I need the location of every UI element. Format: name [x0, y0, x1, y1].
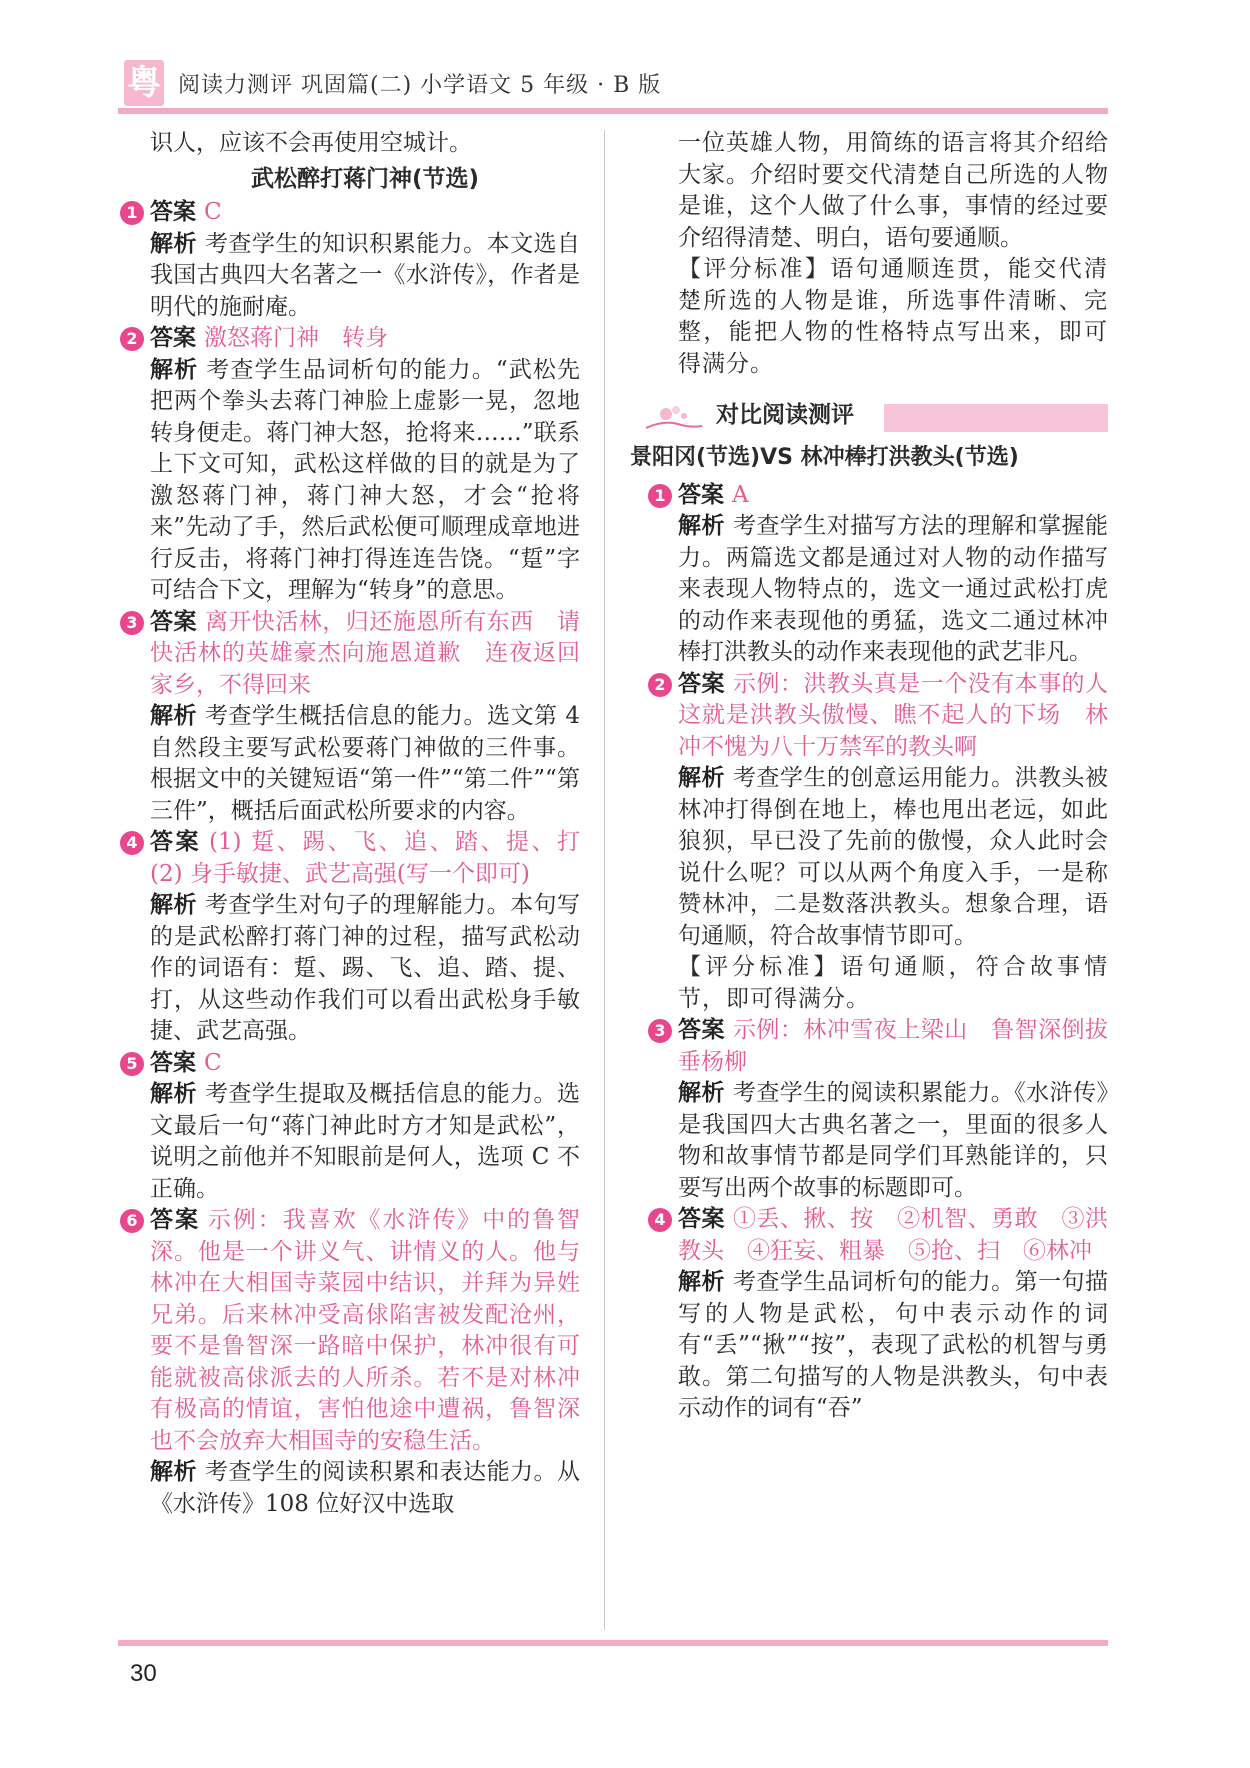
- question-number: 3: [648, 1019, 672, 1043]
- question-item: [654, 669, 1132, 1016]
- answer-label: 答案: [150, 325, 196, 351]
- question-number: 2: [648, 673, 672, 697]
- analysis-text: 考查学生品词析句的能力。“武松先把两个拳头去蒋门神脸上虚影一晃，忽地转身便走。蒋门神大怒，抢将来……”联系上下文可知，武松这样做的目的就是为了激怒蒋门神，蒋门神大怒，才会“抢将来”先动了手，然后武松便可顺理成章地进行反击，将蒋门神打得连连告饶。“踅”字可结合下文，理解为“转身”的意思。: [150, 356, 580, 603]
- question-number: 1: [648, 484, 672, 508]
- analysis-text: 考查学生的阅读积累和表达能力。从《水浒传》108 位好汉中选取: [150, 1459, 581, 1517]
- answer-label: 答案: [678, 670, 725, 697]
- question-number: 3: [120, 611, 144, 635]
- answer-text: C: [204, 199, 222, 225]
- section-banner: [678, 396, 1108, 436]
- right-column: [630, 128, 1132, 1425]
- analysis-label: 解析: [150, 892, 197, 918]
- section-title: 武松醉打蒋门神(节选): [250, 165, 480, 192]
- footer-divider: [118, 1640, 1108, 1646]
- answer-text: 示例：我喜欢《水浒传》中的鲁智深。他是一个讲义气、讲情义的人。他与林冲在大相国寺菜园中结识，并拜为异姓兄弟。后来林冲受高俅陷害被发配沧州，要不是鲁智深一路暗中保护，林冲很有可能就被高俅派去的人所杀。若不是对林冲有极高的情谊，害怕他途中遭祸，鲁智深也不会放弃大相国寺的安稳生活。: [150, 1207, 580, 1454]
- question-item: [654, 1204, 1109, 1425]
- question-item: [126, 607, 581, 828]
- question-item: [654, 1015, 1109, 1204]
- rubric-text: 【评分标准】语句通顺，符合故事情节，即可得满分。: [678, 954, 1108, 1012]
- question-item: [126, 827, 604, 1048]
- analysis-text: 考查学生的创意运用能力。洪教头被林冲打得倒在地上，棒也甩出老远，如此狼狈，早已没了先前的傲慢，众人此时会说什么呢？可以从两个角度入手，一是称赞林冲，二是数落洪教头。想象合理，语句通顺，符合故事情节即可。: [678, 765, 1109, 949]
- analysis-label: 解析: [678, 1269, 725, 1295]
- answer-label: 答案: [150, 829, 201, 855]
- page-number: 30: [130, 1660, 157, 1687]
- intro-text: 识人，应该不会再使用空城计。: [150, 130, 472, 156]
- header-title: 阅读力测评 巩固篇(二) 小学语文 5 年级 · B 版: [178, 73, 662, 98]
- flower-decoration-icon: [644, 402, 704, 432]
- rubric-text: 【评分标准】语句通顺连贯，能交代清楚所选的人物是谁，所选事件清晰、完整，能把人物的性格特点写出来，即可得满分。: [678, 256, 1108, 377]
- answer-label: 答案: [150, 199, 196, 225]
- question-number: 2: [120, 327, 144, 351]
- answer-text: 激怒蒋门神 转身: [204, 325, 388, 351]
- section-title: 景阳冈(节选)VS 林冲棒打洪教头(节选): [630, 445, 1019, 470]
- answer-label: 答案: [678, 1017, 725, 1043]
- question-number: 5: [120, 1052, 144, 1076]
- left-column: [126, 128, 604, 1520]
- banner-bar: [884, 404, 1108, 432]
- answer-text: 示例：林冲雪夜上梁山 鲁智深倒拔垂杨柳: [678, 1017, 1109, 1075]
- column-divider: [604, 130, 605, 1630]
- page-header: [118, 56, 1108, 110]
- question-number: 4: [120, 831, 144, 855]
- answer-text: (1) 踅、踢、飞、追、踏、提、打 (2) 身手敏捷、武艺高强(写一个即可): [150, 829, 604, 887]
- analysis-label: 解析: [150, 1459, 197, 1485]
- answer-text: ①丢、揪、按 ②机智、勇敢 ③洪教头 ④狂妄、粗暴 ⑤抢、扫 ⑥林冲: [678, 1206, 1109, 1264]
- question-number: 4: [648, 1208, 672, 1232]
- answer-text: C: [204, 1049, 222, 1076]
- answer-label: 答案: [150, 1207, 200, 1233]
- analysis-text: 考查学生概括信息的能力。选文第 4 自然段主要写武松要蒋门神做的三件事。根据文中的关键短语“第一件”“第二件”“第三件”，概括后面武松所要求的内容。: [150, 703, 581, 824]
- analysis-text: 考查学生对句子的理解能力。本句写的是武松醉打蒋门神的过程，描写武松动作的词语有：踅、踢、飞、追、踏、提、打，从这些动作我们可以看出武松身手敏捷、武艺高强。: [150, 892, 581, 1044]
- analysis-label: 解析: [150, 356, 199, 383]
- analysis-label: 解析: [150, 1081, 197, 1107]
- header-divider: [118, 108, 1108, 114]
- question-number: 6: [120, 1209, 144, 1233]
- question-number: 1: [120, 201, 144, 225]
- question-item: [126, 197, 581, 323]
- analysis-label: 解析: [678, 1080, 725, 1106]
- question-item: [654, 480, 1109, 669]
- answer-label: 答案: [678, 481, 724, 508]
- question-item: [126, 1205, 581, 1520]
- analysis-text: 考查学生对描写方法的理解和掌握能力。两篇选文都是通过对人物的动作描写来表现人物特点的，选文一通过武松打虎的动作来表现他的勇猛，选文二通过林冲棒打洪教头的动作来表现他的武艺非凡。: [678, 513, 1109, 665]
- analysis-label: 解析: [678, 765, 725, 791]
- continuation-text: 一位英雄人物，用简练的语言将其介绍给大家。介绍时要交代清楚自己所选的人物是谁，这个人做了什么事，事情的经过要介绍得清楚、明白，语句要通顺。: [678, 130, 1108, 251]
- banner-title: 对比阅读测评: [716, 402, 854, 428]
- answer-text: A: [732, 481, 749, 508]
- analysis-text: 考查学生提取及概括信息的能力。选文最后一句“蒋门神此时方才知是武松”，说明之前他并不知眼前是何人，选项 C 不正确。: [150, 1081, 581, 1202]
- analysis-text: 考查学生的阅读积累能力。《水浒传》是我国四大古典名著之一，里面的很多人物和故事情节都是同学们耳熟能详的，只要写出两个故事的标题即可。: [678, 1080, 1109, 1201]
- answer-label: 答案: [150, 608, 197, 635]
- analysis-label: 解析: [678, 513, 725, 539]
- analysis-text: 考查学生的知识积累能力。本文选自我国古典四大名著之一《水浒传》，作者是明代的施耐庵。: [150, 230, 581, 320]
- answer-label: 答案: [150, 1049, 196, 1076]
- analysis-label: 解析: [150, 703, 198, 729]
- question-item: [126, 323, 580, 607]
- answer-text: 示例：洪教头真是一个没有本事的人 这就是洪教头傲慢、瞧不起人的下场 林冲不愧为八十万禁军的教头啊: [678, 670, 1132, 760]
- answer-label: 答案: [678, 1206, 725, 1232]
- analysis-text: 考查学生品词析句的能力。第一句描写的人物是武松，句中表示动作的词有“丢”“揪”“按”，表现了武松的机智与勇敢。第二句描写的人物是洪教头，句中表示动作的词有“吞”: [678, 1269, 1109, 1421]
- analysis-label: 解析: [150, 230, 197, 257]
- logo: 粤: [124, 60, 164, 106]
- answer-text: 离开快活林，归还施恩所有东西 请快活林的英雄豪杰向施恩道歉 连夜返回家乡，不得回来: [150, 608, 581, 698]
- question-item: [126, 1048, 581, 1206]
